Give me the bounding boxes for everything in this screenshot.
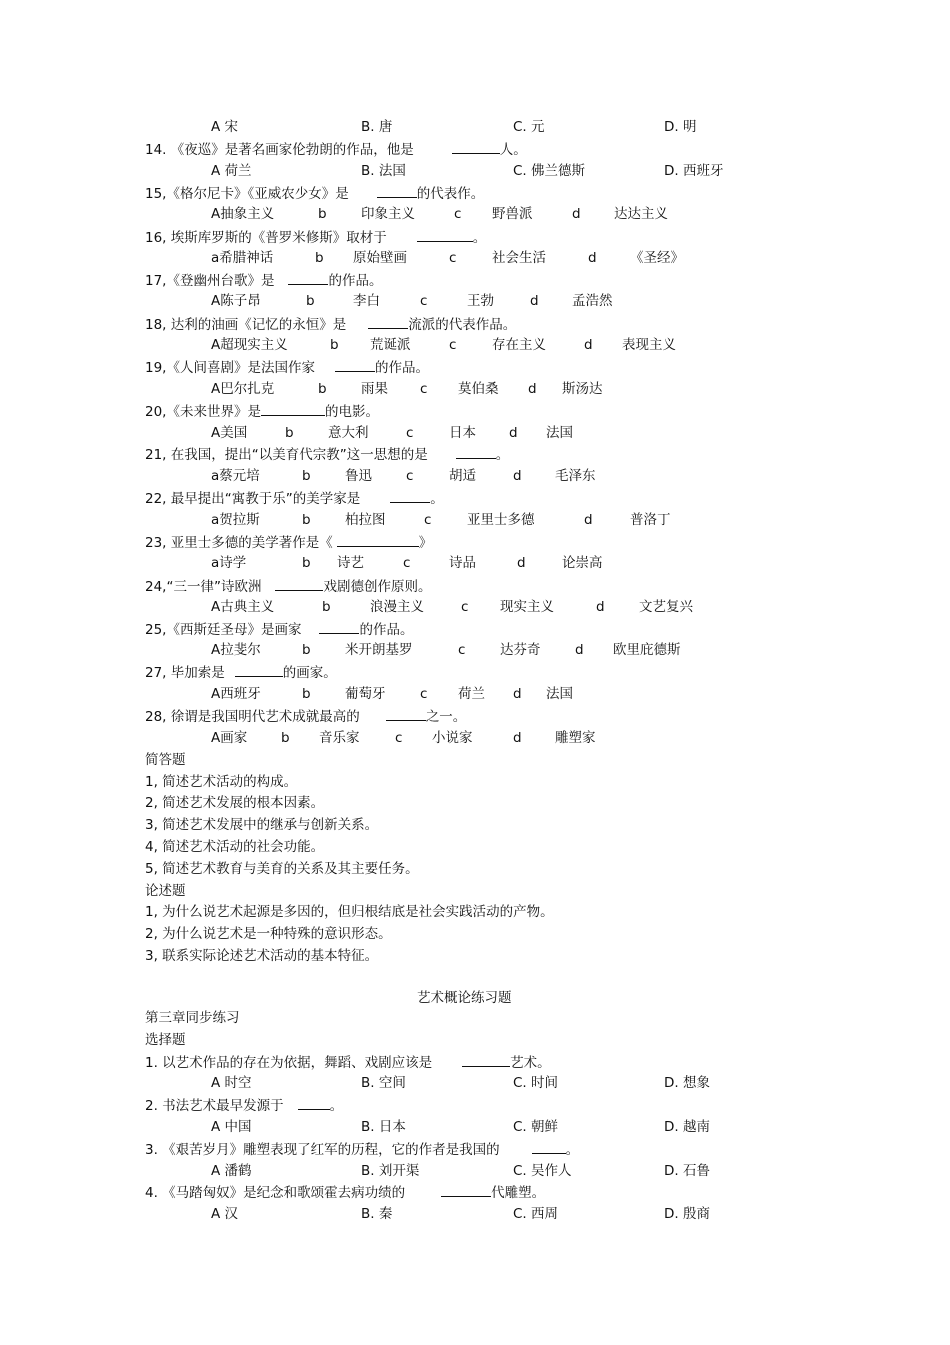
question-19: 19,《人间喜剧》是法国作家 的作品。 [145, 360, 429, 376]
option-c: 存在主义 [492, 337, 546, 353]
option-a: A抽象主义 [211, 206, 275, 222]
option-c: 胡适 [449, 468, 476, 484]
question-18: 18, 达利的油画《记忆的永恒》是 流派的代表作品。 [145, 317, 517, 333]
option-a: A 汉 [211, 1206, 239, 1222]
answer-blank [377, 184, 417, 198]
option-letter: c [461, 599, 469, 615]
answer-blank [288, 271, 328, 285]
option-c: C. 吴作人 [513, 1163, 572, 1179]
option-b: 葡萄牙 [345, 686, 386, 702]
option-b: 浪漫主义 [370, 599, 424, 615]
answer-blank [417, 228, 473, 242]
answer-blank [275, 577, 323, 591]
option-a: A画家 [211, 730, 248, 746]
option-b: 意大利 [328, 425, 369, 441]
question-28: 28, 徐谓是我国明代艺术成就最高的 之一。 [145, 709, 467, 725]
option-letter: c [403, 555, 411, 571]
chapter-heading: 第三章同步练习 [145, 1010, 240, 1026]
essay-item: 1, 为什么说艺术起源是多因的，但归根结底是社会实践活动的产物。 [145, 904, 554, 920]
option-letter: d [509, 425, 518, 441]
option-d: 论崇高 [562, 555, 603, 571]
option-letter: c [406, 425, 414, 441]
answer-blank [452, 140, 500, 154]
answer-blank [337, 533, 419, 547]
option-letter: d [572, 206, 581, 222]
option-d: D. 越南 [664, 1119, 710, 1135]
option-b: B. 秦 [361, 1206, 393, 1222]
option-b: 印象主义 [361, 206, 415, 222]
option-c: 日本 [449, 425, 476, 441]
question-21: 21, 在我国，提出“以美育代宗教”这一思想的是 。 [145, 447, 510, 463]
option-letter: c [449, 250, 457, 266]
option-letter: c [458, 642, 466, 658]
short-answer-item: 3, 简述艺术发展中的继承与创新关系。 [145, 817, 379, 833]
answer-blank [441, 1183, 491, 1197]
answer-blank [335, 358, 375, 372]
option-d: 毛泽东 [555, 468, 596, 484]
option-b: 雨果 [361, 381, 388, 397]
option-letter: d [513, 686, 522, 702]
short-answer-item: 5, 简述艺术教育与美育的关系及其主要任务。 [145, 861, 419, 877]
option-letter: c [406, 468, 414, 484]
question-1: 1. 以艺术作品的存在为依据，舞蹈、戏剧应该是 艺术。 [145, 1055, 551, 1071]
option-letter: b [302, 468, 311, 484]
option-a: A超现实主义 [211, 337, 288, 353]
option-b: B. 空间 [361, 1075, 406, 1091]
answer-blank [456, 445, 496, 459]
question-20: 20,《未来世界》是 的电影。 [145, 404, 379, 420]
question-25: 25,《西斯廷圣母》是画家 的作品。 [145, 622, 414, 638]
option-letter: c [449, 337, 457, 353]
option-a: a希腊神话 [211, 250, 274, 266]
option-d: D. 想象 [664, 1075, 710, 1091]
option-d: 斯汤达 [562, 381, 603, 397]
question-24: 24,“三一律”诗欧洲 戏剧德创作原则。 [145, 579, 432, 595]
option-d: 《圣经》 [630, 250, 684, 266]
option-c: 亚里士多德 [467, 512, 535, 528]
option-d: D. 殷商 [664, 1206, 710, 1222]
option-b: B. 刘开渠 [361, 1163, 420, 1179]
option-letter: d [588, 250, 597, 266]
question-3: 3. 《艰苦岁月》雕塑表现了红军的历程，它的作者是我国的 。 [145, 1142, 580, 1158]
option-letter: d [584, 512, 593, 528]
option-letter: b [318, 206, 327, 222]
option-c: C. 朝鲜 [513, 1119, 559, 1135]
short-answer-item: 2, 简述艺术发展的根本因素。 [145, 795, 325, 811]
option-letter: c [420, 686, 428, 702]
option-d: 孟浩然 [572, 293, 613, 309]
option-letter: b [315, 250, 324, 266]
option-letter: c [424, 512, 432, 528]
option-d: D. 西班牙 [664, 163, 724, 179]
option-a: A西班牙 [211, 686, 261, 702]
essay-heading: 论述题 [145, 883, 186, 899]
short-answer-item: 1, 简述艺术活动的构成。 [145, 774, 298, 790]
option-letter: b [306, 293, 315, 309]
option-a: A 潘鹤 [211, 1163, 252, 1179]
option-c: C. 元 [513, 119, 545, 135]
answer-blank [368, 315, 408, 329]
option-letter: b [285, 425, 294, 441]
option-letter: d [596, 599, 605, 615]
question-4: 4. 《马踏匈奴》是纪念和歌颂霍去病功绩的 代雕塑。 [145, 1185, 546, 1201]
option-d: D. 明 [664, 119, 697, 135]
answer-blank [532, 1140, 566, 1154]
option-d: 文艺复兴 [639, 599, 693, 615]
option-letter: c [420, 381, 428, 397]
option-d: 雕塑家 [555, 730, 596, 746]
option-letter: d [575, 642, 584, 658]
option-c: C. 佛兰德斯 [513, 163, 586, 179]
option-letter: b [302, 512, 311, 528]
option-d: 达达主义 [614, 206, 668, 222]
option-b: 李白 [353, 293, 380, 309]
essay-item: 2, 为什么说艺术是一种特殊的意识形态。 [145, 926, 392, 942]
option-b: 米开朗基罗 [345, 642, 413, 658]
option-c: 野兽派 [492, 206, 533, 222]
option-a: A 时空 [211, 1075, 252, 1091]
option-d: D. 石鲁 [664, 1163, 710, 1179]
option-c: 小说家 [432, 730, 473, 746]
option-b: 荒诞派 [370, 337, 411, 353]
option-letter: d [530, 293, 539, 309]
answer-blank [261, 402, 325, 416]
option-letter: c [395, 730, 403, 746]
option-c: C. 时间 [513, 1075, 559, 1091]
option-a: A 宋 [211, 119, 239, 135]
answer-blank [462, 1053, 510, 1067]
option-a: a诗学 [211, 555, 247, 571]
option-c: 诗品 [449, 555, 476, 571]
option-letter: b [302, 686, 311, 702]
short-answer-item: 4, 简述艺术活动的社会功能。 [145, 839, 325, 855]
option-a: A陈子昂 [211, 293, 261, 309]
option-c: 社会生活 [492, 250, 546, 266]
option-letter: b [302, 555, 311, 571]
option-letter: d [584, 337, 593, 353]
answer-blank [390, 489, 430, 503]
question-14: 14. 《夜巡》是著名画家伦勃朗的作品，他是 人。 [145, 142, 527, 158]
option-letter: d [528, 381, 537, 397]
option-c: 王勃 [467, 293, 494, 309]
option-d: 法国 [546, 686, 573, 702]
answer-blank [319, 620, 359, 634]
option-d: 普洛丁 [630, 512, 671, 528]
option-letter: b [318, 381, 327, 397]
choice-heading: 选择题 [145, 1032, 186, 1048]
option-letter: d [517, 555, 526, 571]
question-22: 22, 最早提出“寓教于乐”的美学家是 。 [145, 491, 444, 507]
short-answer-heading: 简答题 [145, 752, 186, 768]
option-a: A拉斐尔 [211, 642, 261, 658]
answer-blank [386, 707, 426, 721]
option-a: a蔡元培 [211, 468, 260, 484]
answer-blank [298, 1096, 330, 1110]
option-b: 诗艺 [337, 555, 364, 571]
option-d: 法国 [546, 425, 573, 441]
option-b: B. 法国 [361, 163, 406, 179]
question-2: 2. 书法艺术最早发源于 。 [145, 1098, 344, 1114]
option-a: A 荷兰 [211, 163, 252, 179]
option-letter: b [281, 730, 290, 746]
essay-item: 3, 联系实际论述艺术活动的基本特征。 [145, 948, 379, 964]
option-c: 莫伯桑 [458, 381, 499, 397]
option-a: A美国 [211, 425, 248, 441]
option-b: 原始壁画 [353, 250, 407, 266]
option-b: B. 日本 [361, 1119, 406, 1135]
option-b: B. 唐 [361, 119, 393, 135]
option-d: 表现主义 [622, 337, 676, 353]
question-15: 15,《格尔尼卡》《亚威农少女》是 的代表作。 [145, 186, 485, 202]
question-16: 16, 埃斯库罗斯的《普罗米修斯》取材于 。 [145, 230, 487, 246]
option-a: A 中国 [211, 1119, 252, 1135]
option-letter: d [513, 730, 522, 746]
option-letter: b [302, 642, 311, 658]
option-c: C. 西周 [513, 1206, 559, 1222]
option-a: A巴尔扎克 [211, 381, 275, 397]
option-letter: c [420, 293, 428, 309]
option-letter: c [454, 206, 462, 222]
option-c: 达芬奇 [500, 642, 541, 658]
answer-blank [235, 663, 283, 677]
question-27: 27, 毕加索是 的画家。 [145, 665, 337, 681]
option-b: 柏拉图 [345, 512, 386, 528]
option-a: a贺拉斯 [211, 512, 260, 528]
option-c: 荷兰 [458, 686, 485, 702]
option-letter: d [513, 468, 522, 484]
option-b: 鲁迅 [345, 468, 372, 484]
section-title: 艺术概论练习题 [417, 990, 512, 1006]
option-c: 现实主义 [500, 599, 554, 615]
option-a: A古典主义 [211, 599, 275, 615]
question-17: 17,《登幽州台歌》是 的作品。 [145, 273, 383, 289]
option-letter: b [322, 599, 331, 615]
option-b: 音乐家 [319, 730, 360, 746]
option-d: 欧里庇德斯 [613, 642, 681, 658]
question-23: 23, 亚里士多德的美学著作是《 》 [145, 535, 433, 551]
option-letter: b [330, 337, 339, 353]
